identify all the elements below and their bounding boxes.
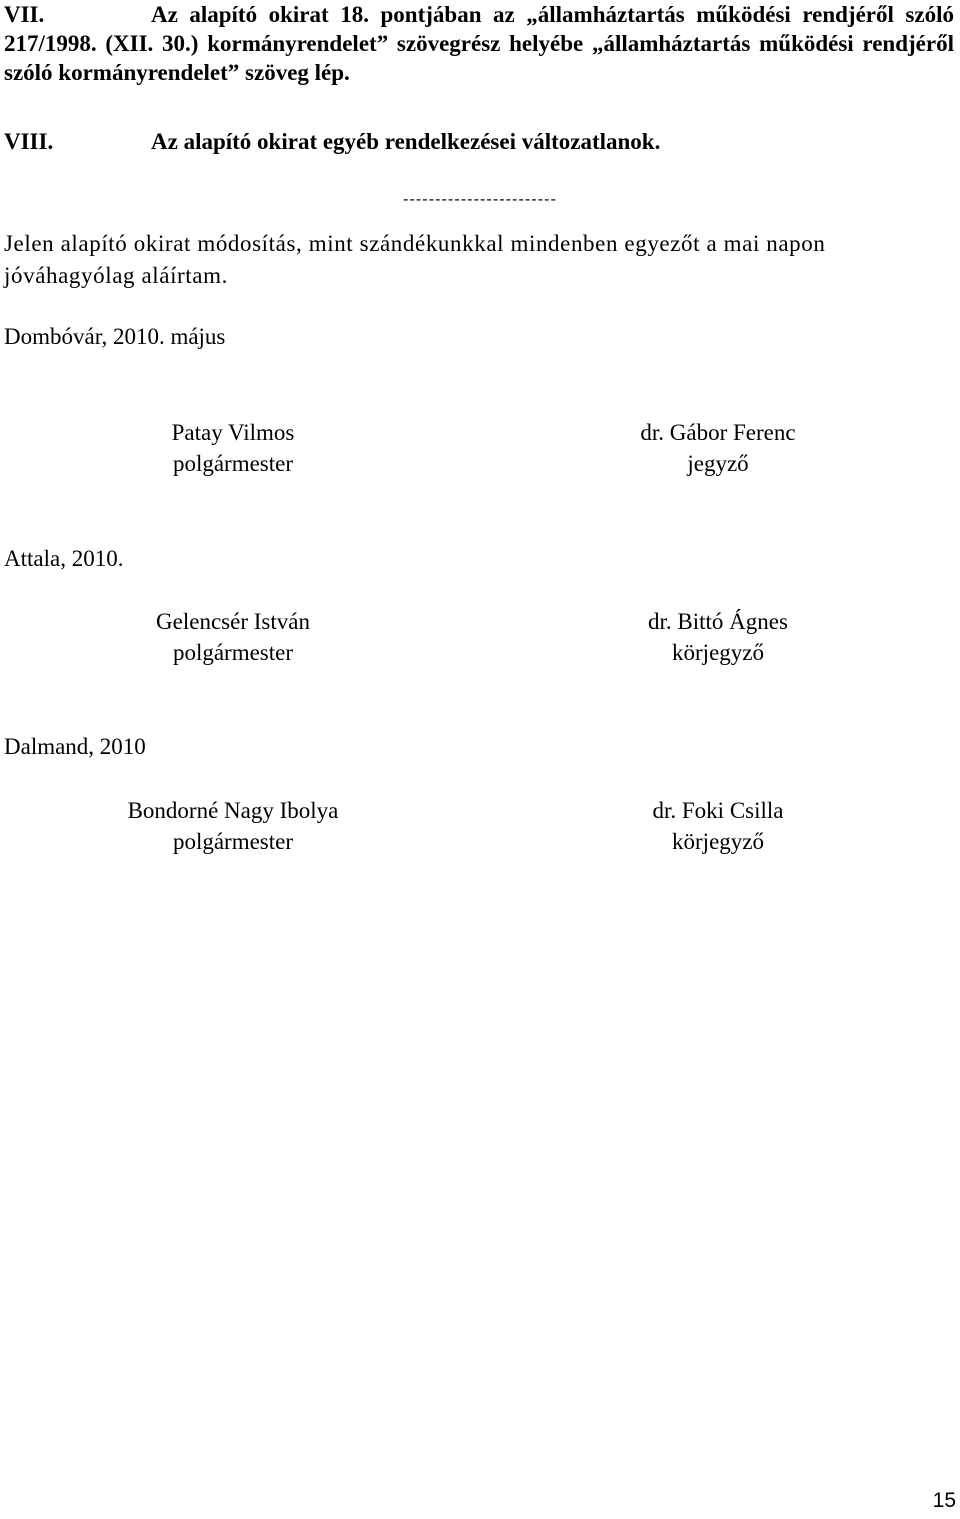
signatory-name: dr. Bittó Ágnes [648, 609, 788, 634]
signatory-name: Gelencsér István [156, 609, 310, 634]
signatory-title: polgármester [172, 640, 294, 665]
section-viii [4, 127, 954, 156]
page-number: 15 [932, 1489, 956, 1512]
signatory-name: Bondorné Nagy Ibolya [127, 798, 339, 823]
signatory-name: dr. Gábor Ferenc [640, 420, 796, 445]
approval-statement: Jelen alapító okirat módosítás, mint szándékunkkal mindenben egyezőt a mai napon jóváhagyólag aláírtam. [4, 231, 826, 288]
signatory-mayor [33, 417, 433, 479]
signatory-title: körjegyző [672, 829, 764, 854]
separator-line: ------------------------ [403, 190, 557, 208]
signatory-name: dr. Foki Csilla [652, 798, 784, 823]
section-number: VII. [4, 2, 45, 27]
signatory-mayor [33, 606, 433, 668]
signatory-title: polgármester [172, 829, 294, 854]
section-text: Az alapító okirat 18. pontjában az „államháztartás működési rendjéről szóló 217/1998. (XII. 30.) kormányrendelet” szövegrész helyébe „államháztartás működési rendjéről szóló kormányrendelet” szöveg lép. [4, 2, 954, 85]
signatory-notary [518, 795, 918, 857]
place-date: Attala, 2010. [4, 546, 124, 571]
section-vii [4, 0, 954, 87]
signatory-notary [518, 606, 918, 668]
place-date: Dombóvár, 2010. május [4, 324, 226, 349]
signatory-title: polgármester [172, 451, 294, 476]
section-number: VIII. [4, 129, 54, 154]
signatory-name: Patay Vilmos [171, 420, 295, 445]
section-text: Az alapító okirat egyéb rendelkezései változatlanok. [151, 129, 661, 154]
signatory-title: jegyző [687, 451, 749, 476]
signatory-notary [518, 417, 918, 479]
signatory-title: körjegyző [672, 640, 764, 665]
signatory-mayor [33, 795, 433, 857]
place-date: Dalmand, 2010 [4, 734, 146, 759]
